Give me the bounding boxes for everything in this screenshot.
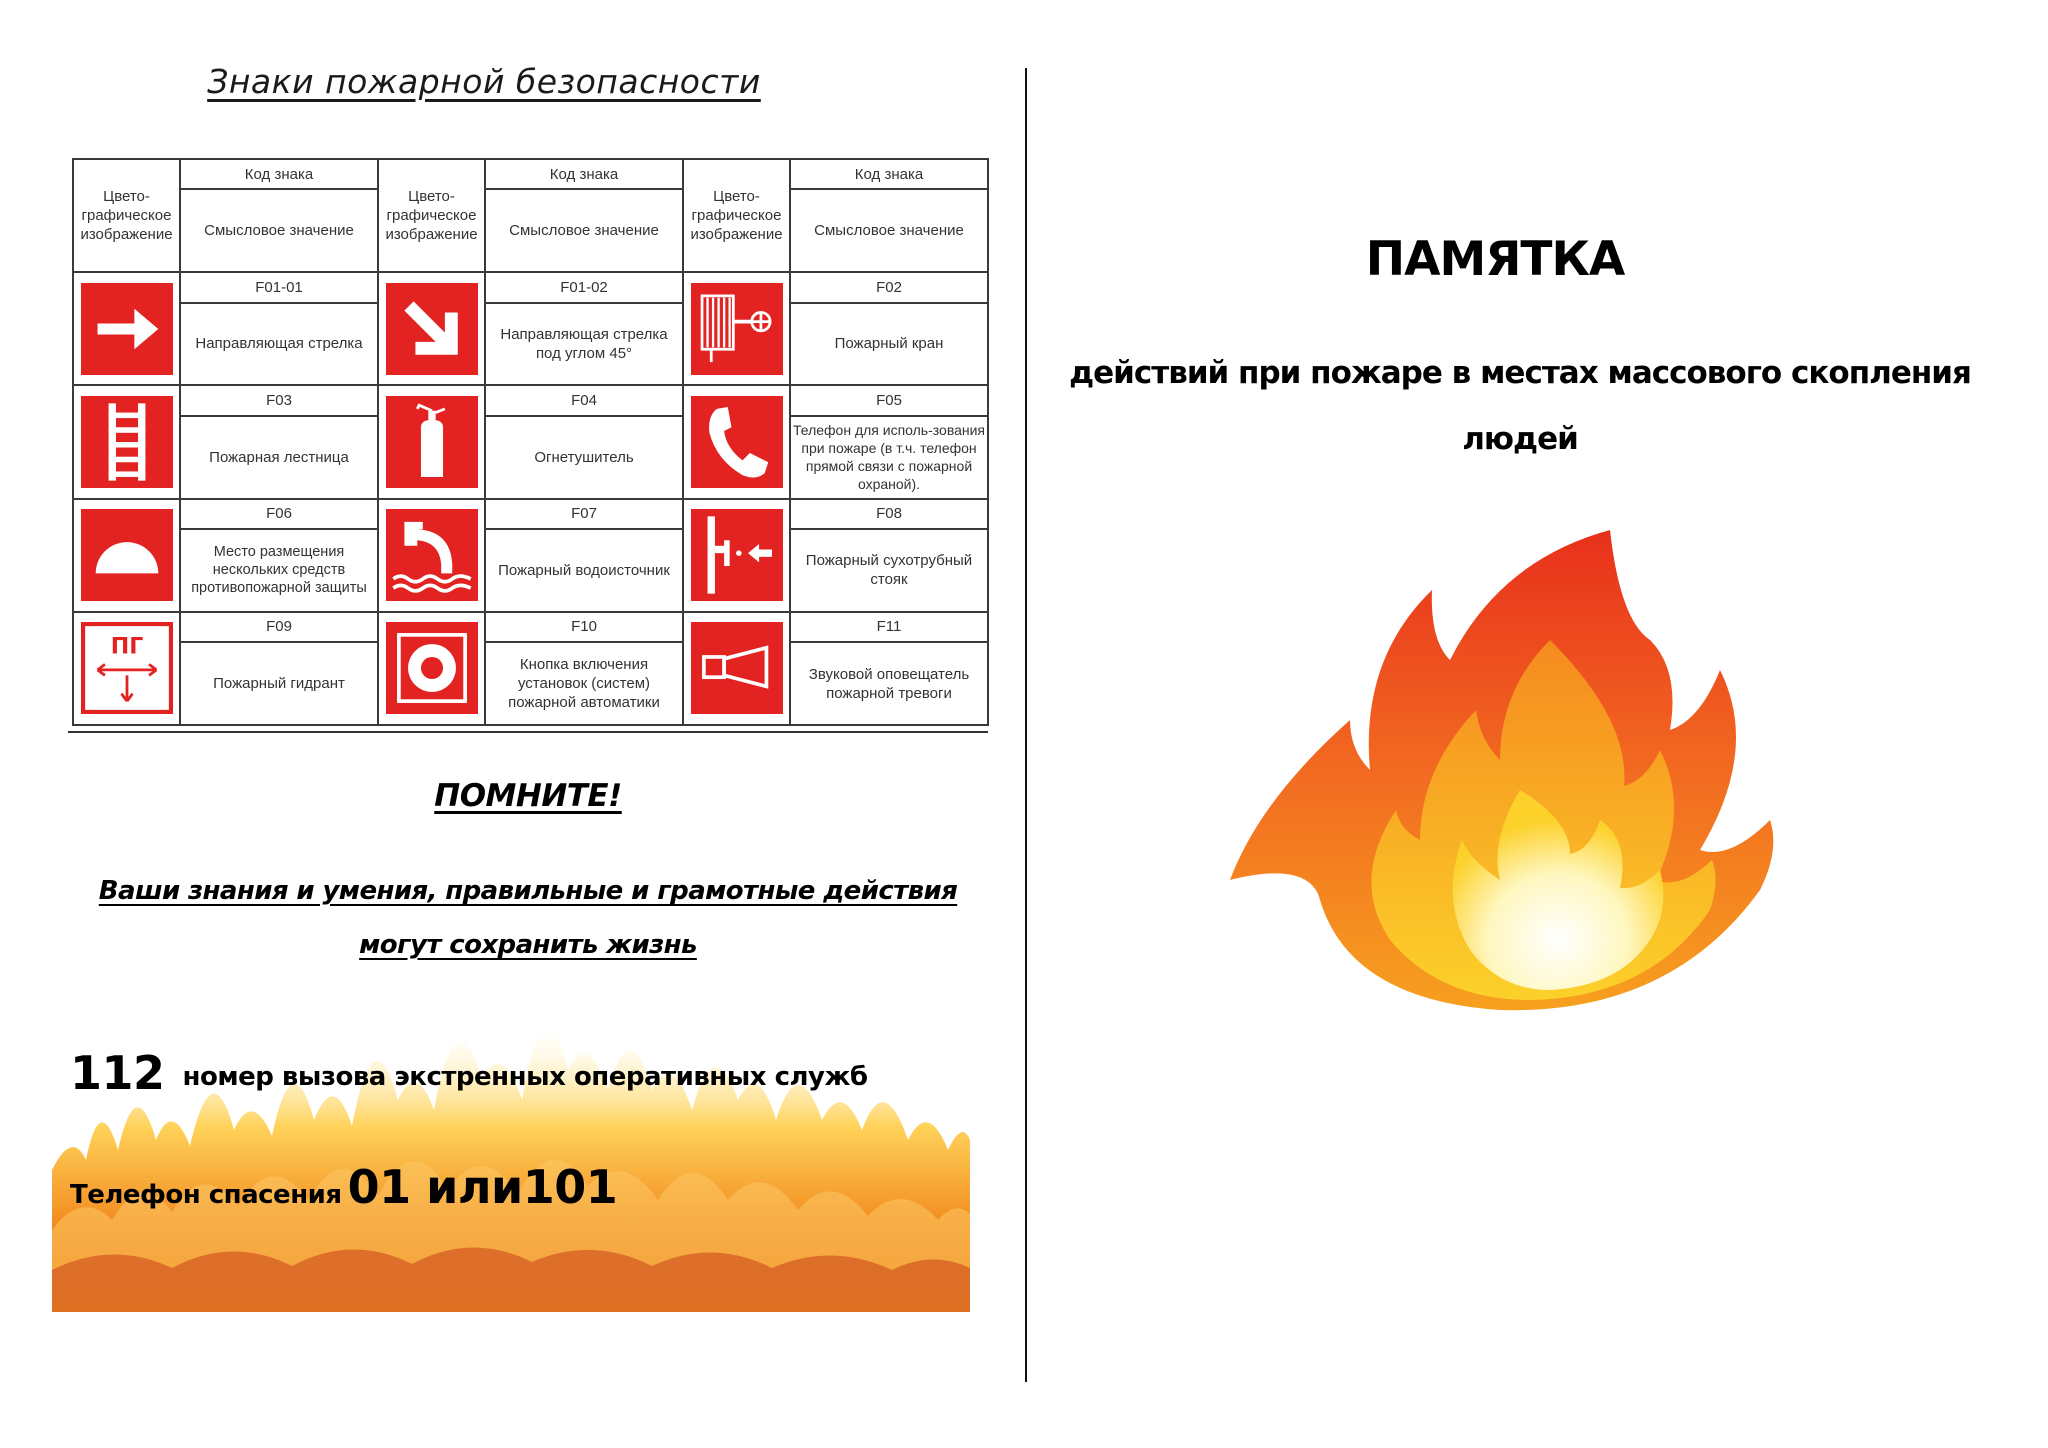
remember-heading: ПОМНИТЕ! xyxy=(434,778,622,814)
memo-title: ПАМЯТКА xyxy=(1365,232,1625,287)
header-meaning: Смысловое значение xyxy=(180,189,378,272)
sign-code: F06 xyxy=(180,499,378,529)
sign-code: F04 xyxy=(485,385,683,415)
flame-icon xyxy=(1200,520,1800,1020)
rescue-numbers: 01 или101 xyxy=(347,1160,618,1214)
sign-arrow-diagonal xyxy=(378,272,485,385)
sign-code: F05 xyxy=(790,385,988,415)
hydrant-label: ПГ xyxy=(110,634,143,660)
sign-extinguisher xyxy=(378,385,485,498)
emergency-number: 112 xyxy=(70,1046,165,1100)
emergency-text: номер вызова экстренных оперативных служб xyxy=(182,1062,868,1092)
knowledge-line-1: Ваши знания и умения, правильные и грамотные действия xyxy=(98,876,958,906)
sign-code: F02 xyxy=(790,272,988,302)
emergency-line xyxy=(70,1046,868,1100)
rescue-label: Телефон спасения xyxy=(70,1180,342,1210)
sign-dry-pipe xyxy=(683,499,790,612)
sign-arrow-right xyxy=(73,272,180,385)
half-circle-icon xyxy=(81,509,173,601)
button-icon xyxy=(386,622,478,714)
fire-flames-icon xyxy=(52,950,970,1312)
header-meaning: Смысловое значение xyxy=(790,189,988,272)
sign-fire-hose xyxy=(683,272,790,385)
rescue-line xyxy=(70,1160,617,1214)
sign-hydrant xyxy=(73,612,180,725)
sign-meaning: Кнопка включения установок (систем) пожарной автоматики xyxy=(485,642,683,725)
sign-meaning: Направляющая стрелка под углом 45° xyxy=(485,303,683,386)
memo-subtitle-line-1: действий при пожаре в местах массового скопления xyxy=(1069,355,1971,391)
arrow-right-icon xyxy=(81,283,173,375)
sign-meaning: Место размещения нескольких средств противопожарной защиты xyxy=(180,529,378,612)
header-image: Цвето-графическое изображение xyxy=(73,159,180,272)
fire-signs-table xyxy=(72,158,989,726)
hydrant-icon xyxy=(81,622,173,714)
ladder-icon xyxy=(81,396,173,488)
header-meaning: Смысловое значение xyxy=(485,189,683,272)
sign-code: F03 xyxy=(180,385,378,415)
water-source-icon xyxy=(386,509,478,601)
header-code: Код знака xyxy=(485,159,683,189)
fire-background-image xyxy=(52,950,970,1312)
sign-meaning: Пожарный водоисточник xyxy=(485,529,683,612)
signs-title: Знаки пожарной безопасности xyxy=(207,62,761,101)
sign-water-source xyxy=(378,499,485,612)
sign-meaning: Пожарный сухотрубный стояк xyxy=(790,529,988,612)
sign-code: F11 xyxy=(790,612,988,642)
sign-meaning: Звуковой оповещатель пожарной тревоги xyxy=(790,642,988,725)
sign-ladder xyxy=(73,385,180,498)
phone-icon xyxy=(691,396,783,488)
page-divider xyxy=(1025,68,1027,1382)
sign-button xyxy=(378,612,485,725)
extinguisher-icon xyxy=(386,396,478,488)
sign-code: F08 xyxy=(790,499,988,529)
dry-pipe-icon xyxy=(691,509,783,601)
header-code: Код знака xyxy=(180,159,378,189)
knowledge-line-2: могут сохранить жизнь xyxy=(359,930,697,960)
table-separator-line xyxy=(68,731,988,733)
sign-half-circle xyxy=(73,499,180,612)
fire-hose-icon xyxy=(691,283,783,375)
sign-code: F07 xyxy=(485,499,683,529)
sign-code: F01-02 xyxy=(485,272,683,302)
sign-phone xyxy=(683,385,790,498)
sign-meaning: Направляющая стрелка xyxy=(180,303,378,386)
sign-meaning: Огнетушитель xyxy=(485,416,683,499)
sign-meaning: Телефон для исполь-зования при пожаре (в т.ч. телефон прямой связи с пожарной охраной). xyxy=(790,416,988,499)
sign-meaning: Пожарный гидрант xyxy=(180,642,378,725)
sign-code: F09 xyxy=(180,612,378,642)
header-image: Цвето-графическое изображение xyxy=(683,159,790,272)
sign-code: F10 xyxy=(485,612,683,642)
sign-meaning: Пожарный кран xyxy=(790,303,988,386)
sign-code: F01-01 xyxy=(180,272,378,302)
sign-horn xyxy=(683,612,790,725)
memo-subtitle xyxy=(1050,340,1990,472)
horn-icon xyxy=(691,622,783,714)
sign-meaning: Пожарная лестница xyxy=(180,416,378,499)
memo-subtitle-line-2: людей xyxy=(1462,421,1578,457)
arrow-diagonal-icon xyxy=(386,283,478,375)
header-image: Цвето-графическое изображение xyxy=(378,159,485,272)
header-code: Код знака xyxy=(790,159,988,189)
